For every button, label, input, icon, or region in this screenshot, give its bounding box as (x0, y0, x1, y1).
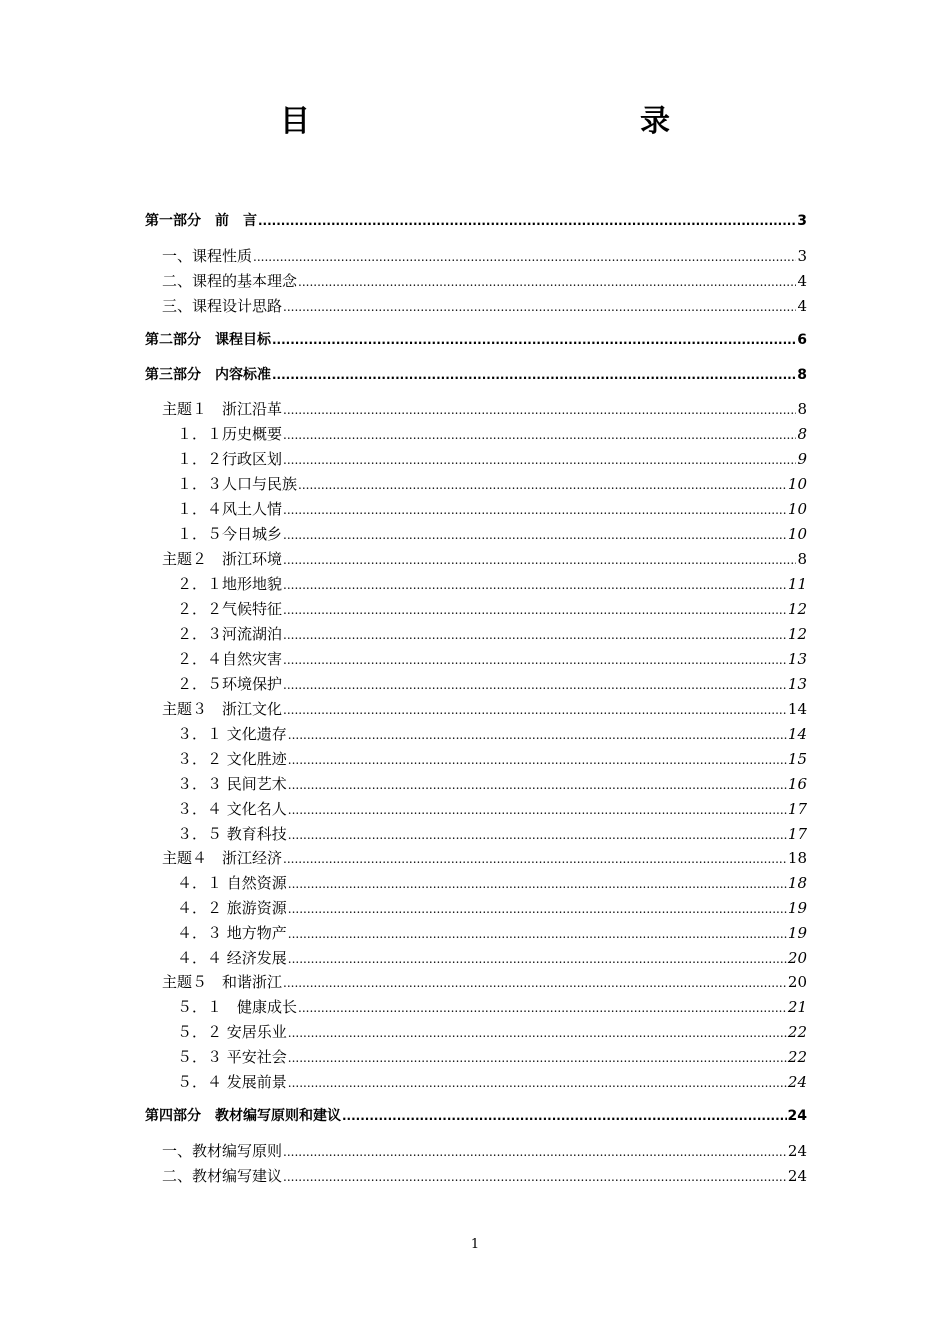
toc-subsection-entry[interactable] (145, 796, 807, 818)
toc-entry-page: 3 (797, 213, 807, 229)
toc-subsection-entry[interactable] (145, 571, 807, 593)
toc-entry-page: 11 (787, 575, 807, 593)
toc-entry-page: 22 (787, 1048, 807, 1066)
toc-entry-page: 19 (787, 899, 807, 917)
toc-entry-label: ４．１ 自然资源 (177, 874, 287, 892)
dot-leader (288, 874, 787, 892)
toc-subsection-entry[interactable] (145, 1044, 807, 1066)
toc-entry-label: １．５今日城乡 (177, 525, 283, 543)
toc-entry-page: 24 (787, 1142, 807, 1160)
toc-entry-page: 9 (797, 450, 807, 468)
dot-leader (288, 775, 787, 793)
toc-entry-label: ４．３ 地方物产 (177, 924, 287, 942)
toc-entry-label: 第一部分 前 言 (145, 213, 257, 229)
toc-entry-page: 10 (787, 475, 807, 493)
toc-entry-page: 21 (787, 998, 807, 1016)
toc-subsection-entry[interactable] (145, 994, 807, 1016)
dot-leader (298, 998, 787, 1016)
dot-leader (283, 600, 787, 618)
dot-leader (258, 212, 796, 230)
dot-leader (288, 750, 787, 768)
toc-subsection-entry[interactable] (145, 746, 807, 768)
dot-leader (283, 675, 787, 693)
toc-entry-page: 15 (787, 750, 807, 768)
toc-entry-page: 8 (797, 400, 807, 418)
toc-section-entry[interactable] (145, 1138, 807, 1160)
toc-subsection-entry[interactable] (145, 496, 807, 518)
toc-entry-label: ２．５环境保护 (177, 675, 283, 693)
dot-leader (272, 366, 796, 384)
toc-entry-label: 主题５ 和谐浙江 (162, 973, 283, 991)
toc-section-entry[interactable] (145, 243, 807, 265)
page-title: 目 录 (280, 104, 760, 139)
toc-entry-page: 14 (787, 725, 807, 743)
toc-entry-label: 一、教材编写原则 (162, 1142, 283, 1160)
toc-entry-label: 第二部分 课程目标 (145, 332, 271, 348)
dot-leader (272, 331, 796, 349)
dot-leader (288, 949, 787, 967)
toc-subsection-entry[interactable] (145, 895, 807, 917)
toc-entry-page: 16 (787, 775, 807, 793)
dot-leader (283, 1142, 787, 1160)
toc-entry-page: 3 (797, 247, 807, 265)
toc-entry-label: ５．１ 健康成长 (177, 998, 298, 1016)
toc-entry-page: 17 (787, 825, 807, 843)
toc-subsection-entry[interactable] (145, 821, 807, 843)
toc-entry-label: ５．４ 发展前景 (177, 1073, 287, 1091)
toc-subsection-entry[interactable] (145, 920, 807, 942)
toc-entry-page: 13 (787, 675, 807, 693)
toc-entry-page: 24 (787, 1108, 807, 1124)
toc-part-entry[interactable] (145, 1103, 807, 1125)
toc-entry-label: １．３人口与民族 (177, 475, 298, 493)
dot-leader (288, 1048, 787, 1066)
toc-subsection-entry[interactable] (145, 421, 807, 443)
toc-entry-page: 8 (797, 425, 807, 443)
toc-entry-label: ３．３ 民间艺术 (177, 775, 287, 793)
toc-entry-page: 17 (787, 800, 807, 818)
toc-section-entry[interactable] (145, 969, 807, 991)
dot-leader (288, 924, 787, 942)
dot-leader (283, 425, 796, 443)
toc-entry-page: 24 (787, 1167, 807, 1185)
toc-part-entry[interactable] (145, 327, 807, 349)
toc-entry-page: 18 (787, 849, 807, 867)
toc-entry-page: 10 (787, 500, 807, 518)
dot-leader (288, 725, 787, 743)
toc-entry-page: 8 (797, 550, 807, 568)
toc-entry-label: 主题１ 浙江沿革 (162, 400, 283, 418)
dot-leader (283, 575, 787, 593)
toc-subsection-entry[interactable] (145, 621, 807, 643)
dot-leader (288, 899, 787, 917)
toc-entry-label: １．２行政区划 (177, 450, 283, 468)
dot-leader (288, 825, 787, 843)
toc-part-entry[interactable] (145, 208, 807, 230)
toc-subsection-entry[interactable] (145, 646, 807, 668)
toc-entry-label: ５．３ 平安社会 (177, 1048, 287, 1066)
toc-section-entry[interactable] (145, 1163, 807, 1185)
dot-leader (283, 450, 796, 468)
toc-subsection-entry[interactable] (145, 945, 807, 967)
toc-entry-label: 第四部分 教材编写原则和建议 (145, 1108, 341, 1124)
toc-part-entry[interactable] (145, 362, 807, 384)
dot-leader (283, 400, 796, 418)
toc-entry-label: 三、课程设计思路 (162, 297, 283, 315)
toc-entry-label: 第三部分 内容标准 (145, 367, 271, 383)
dot-leader (283, 500, 787, 518)
toc-section-entry[interactable] (145, 293, 807, 315)
dot-leader (283, 700, 787, 718)
toc-entry-label: ２．１地形地貌 (177, 575, 283, 593)
toc-subsection-entry[interactable] (145, 446, 807, 468)
dot-leader (253, 247, 796, 265)
dot-leader (283, 1167, 787, 1185)
toc-entry-page: 12 (787, 625, 807, 643)
toc-entry-page: 22 (787, 1023, 807, 1041)
dot-leader (283, 525, 787, 543)
toc-entry-label: 主题４ 浙江经济 (162, 849, 283, 867)
toc-entry-label: ２．４自然灾害 (177, 650, 283, 668)
page-number: 1 (470, 1237, 480, 1252)
toc-entry-label: ３．２ 文化胜迹 (177, 750, 287, 768)
toc-entry-page: 13 (787, 650, 807, 668)
toc-section-entry[interactable] (145, 845, 807, 867)
toc-entry-label: ４．２ 旅游资源 (177, 899, 287, 917)
toc-entry-label: ２．２气候特征 (177, 600, 283, 618)
toc-section-entry[interactable] (145, 396, 807, 418)
dot-leader (283, 297, 796, 315)
toc-entry-label: 二、课程的基本理念 (162, 272, 298, 290)
toc-entry-page: 8 (797, 367, 807, 383)
toc-entry-page: 6 (797, 332, 807, 348)
toc-entry-label: ３．４ 文化名人 (177, 800, 287, 818)
toc-section-entry[interactable] (145, 546, 807, 568)
toc-entry-label: 一、课程性质 (162, 247, 253, 265)
dot-leader (298, 272, 796, 290)
dot-leader (288, 1023, 787, 1041)
toc-entry-label: 二、教材编写建议 (162, 1167, 283, 1185)
toc-subsection-entry[interactable] (145, 671, 807, 693)
dot-leader (283, 650, 787, 668)
toc-entry-label: 主题３ 浙江文化 (162, 700, 283, 718)
toc-entry-page: 20 (787, 973, 807, 991)
toc-entry-label: 主题２ 浙江环境 (162, 550, 283, 568)
toc-entry-page: 12 (787, 600, 807, 618)
toc-subsection-entry[interactable] (145, 521, 807, 543)
toc-section-entry[interactable] (145, 268, 807, 290)
toc-entry-label: ３．５ 教育科技 (177, 825, 287, 843)
toc-entry-label: ２．３河流湖泊 (177, 625, 283, 643)
toc-section-entry[interactable] (145, 696, 807, 718)
toc-entry-page: 19 (787, 924, 807, 942)
toc-entry-page: 10 (787, 525, 807, 543)
toc-entry-label: ５．２ 安居乐业 (177, 1023, 287, 1041)
dot-leader (283, 625, 787, 643)
toc-subsection-entry[interactable] (145, 721, 807, 743)
toc-subsection-entry[interactable] (145, 771, 807, 793)
toc-subsection-entry[interactable] (145, 870, 807, 892)
dot-leader (342, 1107, 787, 1125)
toc-subsection-entry[interactable] (145, 596, 807, 618)
dot-leader (288, 800, 787, 818)
toc-entry-page: 24 (787, 1073, 807, 1091)
toc-entry-page: 18 (787, 874, 807, 892)
toc-subsection-entry[interactable] (145, 1069, 807, 1091)
toc-entry-page: 14 (787, 700, 807, 718)
dot-leader (298, 475, 787, 493)
toc-entry-label: １．４风土人情 (177, 500, 283, 518)
toc-entry-page: 20 (787, 949, 807, 967)
toc-entry-page: 4 (797, 297, 807, 315)
toc-entry-label: ４．４ 经济发展 (177, 949, 287, 967)
toc-entry-page: 4 (797, 272, 807, 290)
dot-leader (283, 973, 787, 991)
toc-entry-label: ３．１ 文化遗存 (177, 725, 287, 743)
toc-subsection-entry[interactable] (145, 1019, 807, 1041)
dot-leader (283, 849, 787, 867)
dot-leader (288, 1073, 787, 1091)
toc-subsection-entry[interactable] (145, 471, 807, 493)
toc-entry-label: １．１历史概要 (177, 425, 283, 443)
dot-leader (283, 550, 796, 568)
